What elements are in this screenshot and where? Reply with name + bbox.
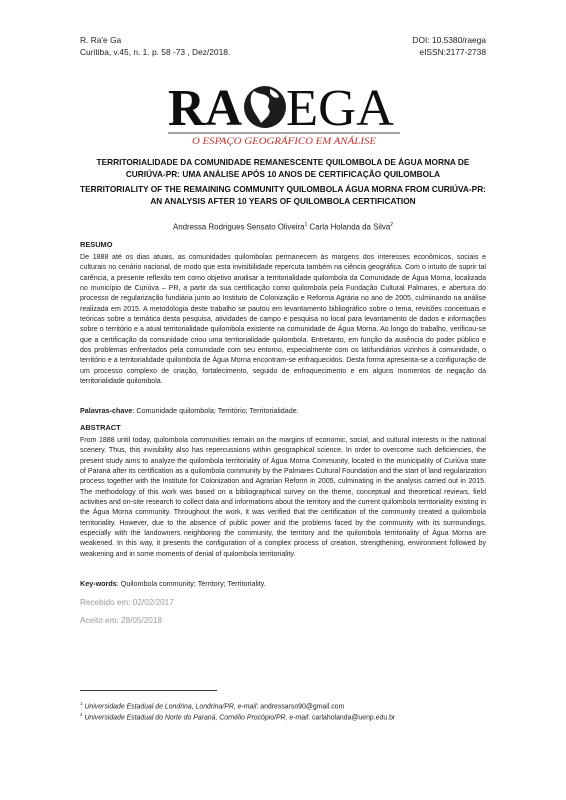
logo-tagline: O ESPAÇO GEOGRÁFICO EM ANÁLISE	[192, 137, 354, 147]
palavras-chave-label: Palavras-chave	[80, 406, 133, 415]
palavras-chave	[80, 406, 486, 416]
footnote-divider	[80, 690, 217, 691]
abstract-text: From 1888 until today, quilombola communities remain on the margins of economic, social, and cultural interests in the national scenery. Thus, this invisibility also has repercussions within geographical science. In order to overcome such deficiencies, the present study aims to analyze the quilombola territoriality of Água Morna Community, located in the municipality of Curiúva state of Paraná after its certification as a quilombola community by the Palmares Cultural Foundation and the start of land regularization process together with the Institute for Colonization and Agrarian Reform in 2005, culminating in the analysis carried out in 2015. The methodology of this work was based on a bibliographical survey on the theme, conceptual and theoretical reviews, field activities and on-site research to collect data and informations about the territory and the current quilombola territoriality existing in the Água Morna community. Throughout the work, it was verified that the certification of the community created a quilombola territoriality. However, due to the absence of public power and the problems faced by the community with its surroundings, especially with the landowners neighboring the community, the territory and the quilombola territoriality of Água Morna are weakened. In this way, it presents the configuration of a complex process of creation, strengthening, environment followed by weakening and in some moments of denial of quilombola territoriality.	[80, 437, 486, 558]
logo-wordmark-right: EGA	[286, 81, 395, 137]
footnote-mark: 2	[390, 222, 394, 228]
author-name: Carla Holanda da Silva	[309, 222, 391, 232]
key-words	[80, 579, 486, 589]
footnote-mark: 1	[304, 222, 308, 228]
key-words-label: Key-words	[80, 579, 117, 588]
accepted-date: Aceito em: 28/05/2018	[80, 616, 162, 625]
resumo-heading: RESUMO	[80, 240, 113, 249]
journal-header	[80, 34, 230, 58]
doi: DOI: 10.5380/raega	[412, 35, 486, 45]
author-line	[80, 220, 486, 233]
footnote-email: : andressarso90@gmail.com	[256, 703, 345, 711]
footnote-email: : carlaholanda@uenp.edu.br	[308, 714, 396, 722]
author-name: Andressa Rodrigues Sensato Oliveira	[172, 222, 305, 232]
resumo-text: De 1888 até os dias atuais, as comunidades quilombolas permanecem às margens dos interesses econômicos, sociais e culturais no cenário nacional, de modo que esta invisibilidade repercuta também na ciência geográfica. Com o intuito de suprir tal carência, a presente reflexão tem como objetivo analisar a territorialidade quilombola da Comunidade de Água Morna, localizada no município de Curiúva – PR, a partir da sua certificação como quilombola pela Fundação Cultural Palmares, e abertura do processo de regularização fundiária junto ao Instituto de Colonização e Reforma Agrária no ano de 2005, culminando na análise realizada em 2015. A metodologia deste trabalho se pautou em levantamento bibliográfico sobre o tema, revisões conceituais e teóricas sobre a temática desta pesquisa, atividades de campo e pesquisa no local para levantamento de dados e informações sobre o território e a atual territorialidade quilombola existente na comunidade de Água Morna. Ao longo do trabalho, verificou-se que a certificação da comunidade criou uma territorialidade quilombola. Entretanto, em função da ausência do poder público e dos problemas enfrentados pela comunidade com seu entorno, especialmente com os latifundiários vizinhos à comunidade, o território e a territorialidade quilombola de Água Morna encontram-se enfraquecidos. Desta forma apresenta-se a configuração de um processo complexo de criação, fortalecimento, seguido de enfraquecimento e em alguns momentos de negação da territorialidade quilombola.	[80, 254, 486, 386]
palavras-chave-text: : Comunidade quilombola; Território; Territorialidade.	[132, 406, 299, 415]
footnote-mark: 1	[80, 701, 83, 706]
key-words-text: : Quilombola community; Territory; Territoriality.	[116, 579, 266, 588]
footnote-institution: Universidade Estadual do Norte do Paraná, Cornélio Procópio/PR, e-mail	[84, 714, 309, 722]
footnote-mark: 2	[80, 712, 83, 717]
title-english: TERRITORIALITY OF THE REMAINING COMMUNITY QUILOMBOLA ÁGUA MORNA FROM CURIÚVA-PR: AN ANALYSIS AFTER 10 YEARS OF QUILOMBOLA CERTIFICATION	[80, 184, 486, 206]
identifier-header	[412, 34, 486, 58]
abstract-heading: ABSTRACT	[80, 423, 121, 432]
footnote-institution: Universidade Estadual de Londrina, Londrina/PR, e-mail	[84, 703, 257, 711]
raega-logo	[168, 81, 400, 147]
footnote-2	[80, 710, 486, 723]
received-date: Recebido em: 02/02/2017	[80, 598, 174, 607]
title-portuguese: TERRITORIALIDADE DA COMUNIDADE REMANESCENTE QUILOMBOLA DE ÁGUA MORNA DE CURIÚVA-PR: UMA ANÁLISE APÓS 10 ANOS DE CERTIFICAÇÃO QUILOMBOLA	[96, 157, 470, 179]
journal-name: R. Ra'e Ga	[80, 35, 122, 45]
globe-icon	[244, 86, 286, 128]
logo-wordmark-left: RA	[168, 81, 243, 137]
eissn: eISSN:2177-2738	[419, 47, 486, 57]
issue-info: Curitiba, v.45, n. 1. p. 58 -73 , Dez/2018.	[80, 47, 231, 57]
